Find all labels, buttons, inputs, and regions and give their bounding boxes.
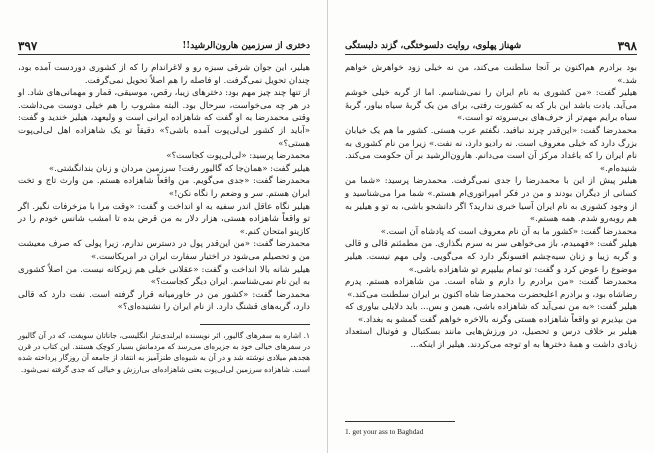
paragraph: هیلیر گفت: «به من نمی‌آید که شاهزاده باشی، هیمن و بس... باید دلایلی بیاوری که من بپذیرم تو واقعاً شاهزاده هستی وگرنه بالاخره خواهم گفت گمشو به بغداد.» bbox=[345, 302, 637, 325]
paragraph: هیلیر پیش از این با محمدرضا را جدی نمی‌گرفت. محمدرضا پرسید: «شما من کسانی از دیگران بودند و من در فکر امپراتوری‌ام هستم.» شما مرا می‌شناسید و از وجود کشوری به نام ایران آسیا خبری ندارید؟ اگر دانشجو باشی، به تو و هیلیر به هم روبه‌رو شدم. همه هستم.» bbox=[345, 176, 637, 225]
paragraph: هیلیر بر خلاف درس و تحصیل، در ورزش‌هایی مانند بسکتبال و فوتبال استعداد زیادی داشت و همهٔ دخترها به او توجه می‌کردند. هیلیر از اینکه... bbox=[345, 327, 637, 351]
page-body bbox=[345, 62, 637, 352]
left-page bbox=[18, 0, 310, 453]
paragraph: هیلیر گفت: «همان‌جا که گالیور رفت! سرزمین مردان و زنان بندانگشتی.» bbox=[48, 163, 310, 174]
footnote: ۱. اشاره به سفرهای گالیور، اثر نویسنده ایرلندی‌تبار انگلیسی، جاناتان سویفت، که در آن گالیور در سفرهای خیالی خود به جزیره‌ای می‌رسد که مردمانش بسیار کوچک هستند. این کتاب در قرن هجدهم میلادی نوشته شد و در آن به شیوه‌ای طنزآمیز به انتقاد از جامعه آن روزگار پرداخته شده است. شاهزاده سرزمین لی‌لی‌پوت یعنی شاهزاده‌ای بی‌ارزش و خیالی که جدی گرفته نمی‌شود. bbox=[18, 331, 310, 374]
footnote-rule bbox=[200, 324, 310, 325]
footnote-rule bbox=[345, 421, 455, 422]
paragraph: بود برادرم هم‌اکنون بر آنجا سلطنت می‌کند، من نه خیلی زود خواهرش خواهم شد.» bbox=[345, 63, 637, 86]
page-number: ۳۹۷ bbox=[18, 39, 38, 53]
page-body bbox=[18, 62, 310, 314]
right-page bbox=[345, 0, 637, 453]
paragraph: محمدرضا گفت: «کشور ما به آن نام معروف است که پادشاه آن است.» bbox=[380, 226, 637, 237]
paragraph: محمدرضا گفت: «من برادرم را دارم و شاه است. من شاهزاده هستم. پدرم رضاشاه بود، و برادرم اعلیحضرت محمدرضا شاه اکنون بر ایران سلطنت می‌کند.» bbox=[345, 277, 637, 300]
paragraph: هیلیر شانه بالا انداخت و گفت: «عقلانی خیلی هم زیرکانه نیست. من اصلاً کشوری به این نام نمی‌شناسم. ایران دیگر کجاست؟» bbox=[18, 264, 310, 288]
running-title: دختری از سرزمین هارون‌الرشید!! bbox=[182, 41, 310, 51]
paragraph: محمدرضا گفت: «جدی می‌گویم. من واقعاً شاهزاده هستم. من وارث تاج و تخت ایران هستم. سر و وضعم را نگاه نکن!» bbox=[18, 176, 310, 199]
paragraph: هیلیر گفت: «من کشوری به نام ایران را نمی‌شناسم. اما از گربه خیلی خوشم می‌آید. یادت باشد این بار که به کشورت رفتی، برای من یک گربهٔ سیاه بیاور، گربهٔ سیاه برایم مهم‌تر از حرف‌های بی‌سروته تو است.» bbox=[345, 88, 637, 124]
paragraph: محمدرضا گفت: «کشور من در خاورمیانه قرار گرفته است. نفت دارد که قالی دارد، گربه‌های قشنگ دارد. از نام ایران را نشنیده‌ای؟» bbox=[18, 289, 310, 313]
page-header bbox=[18, 40, 310, 55]
paragraph: محمدرضا پرسید: «لی‌لی‌پوت کجاست؟» bbox=[166, 151, 310, 162]
paragraph: هیلیر، این جوان شرقی سبزه رو و لاغراندام را که از کشوری دوردست آمده بود، چندان تحویل نمی‌گرفت. او فاصله را هم اصلاً تحویل نمی‌گرفت. bbox=[18, 63, 310, 86]
paragraph: محمدرضا گفت: «من این‌قدر پول در دسترس ندارم، زیرا پولی که صرف معیشت من و تحصیلم می‌شود در اختیار سفارت ایران در امریکاست.» bbox=[18, 239, 310, 262]
footnote: 1. get your ass to Baghdad bbox=[345, 427, 424, 436]
paragraph: محمدرضا گفت: «این‌قدر چرند نبافید. نگفتم عرب هستی. کشور ما هم یک خیابان بزرگ دارد که خیلی معروف است. نه رادیو دارد، نه نفت.» زیرا من نام کشوری به نام ایران را که باغداد مرکز آن است می‌دانم. هارون‌الرشید بر آن حکومت می‌کند. شنیده‌ام.» bbox=[345, 125, 637, 174]
paragraph: هیلیر گفت: «فهمیدم، باز می‌خواهی سر به سرم بگذاری. من مطمئنم قالی و قالی و گربه زیبا و زنان سیه‌چشم افسونگر دارد که می‌گویی. ولی مهم نیست. هیلیر موضوع را عوض کرد و گفت: تو تمام بیلیپرم تو شاهزاده باشی.» bbox=[345, 239, 637, 275]
paragraph: هیلیر نگاه عاقل اندر سفیه به او انداخت و گفت: «وقت مرا با مزخرفات نگیر. اگر تو واقعاً شاهزاده هستی، هزار دلار به من قرض بده تا امشب شانس خودم را در کازینو امتحان کنم.» bbox=[18, 201, 310, 237]
running-title: شهناز پهلوی، روایت دلسوختگی، گزند دلبستگی bbox=[345, 41, 522, 51]
page-header bbox=[345, 40, 637, 55]
paragraph: از تنها چند چیز مهم بود: دخترهای زیبا، رقص، موسیقی، قمار و مهمانی‌های شاد. او در هر چه می‌خواست، سرحال بود. البته مشروب را هم خیلی دوست می‌داشت. وقتی محمدرضا به او گفت که شاهزاده ایرانی است و ولیعهد، هیلیر خندید و گفت: «آباید از کشور لی‌لی‌پوت آمده باشی؟» دقیقاً تو یک شاهزاده اهل لی‌لی‌پوت هستی؟» bbox=[18, 88, 310, 149]
page-number: ۳۹۸ bbox=[617, 39, 637, 53]
page-gutter bbox=[327, 0, 328, 453]
